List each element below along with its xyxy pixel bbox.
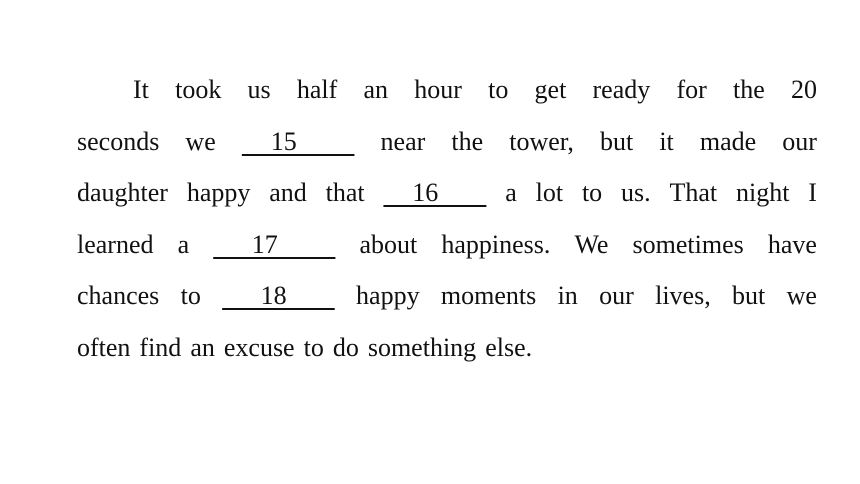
word: near (380, 126, 426, 156)
blank-17: 17 (213, 229, 336, 259)
word: an (190, 332, 215, 362)
passage-line-6 (77, 322, 817, 374)
word: learned (77, 229, 154, 259)
word: and (269, 178, 307, 207)
word: an (363, 75, 389, 104)
word: I (808, 178, 817, 207)
word: lot (535, 178, 564, 207)
word: in (557, 281, 578, 310)
word: happy (186, 178, 251, 207)
passage (77, 64, 817, 373)
word: hour (414, 75, 462, 104)
word: lives, (655, 281, 711, 310)
word: It (133, 75, 149, 104)
word: do (332, 332, 359, 362)
word: for (676, 75, 707, 104)
word: about (359, 229, 418, 259)
word: made (699, 126, 757, 156)
word: us. (621, 178, 651, 207)
word: have (767, 229, 817, 259)
word: happiness. (441, 229, 551, 259)
word: moments (440, 281, 537, 310)
word: find (139, 332, 182, 362)
word: took (175, 75, 222, 104)
word: we (786, 281, 817, 310)
word: often (77, 332, 131, 362)
word: that (325, 178, 365, 207)
word: That (669, 178, 718, 207)
word: to (581, 178, 603, 207)
word: We (574, 229, 609, 259)
word: half (296, 75, 338, 104)
passage-line-4 (77, 219, 817, 271)
word: we (185, 126, 216, 156)
passage-line-5 (77, 270, 817, 322)
passage-line-3 (77, 167, 817, 219)
word: ready (592, 75, 651, 104)
word: our (782, 126, 817, 156)
blank-18: 18 (222, 281, 335, 310)
word: our (599, 281, 634, 310)
word: to (303, 332, 324, 362)
word: tower, (509, 126, 574, 156)
word: it (659, 126, 674, 156)
word: but (732, 281, 766, 310)
word: daughter (77, 178, 168, 207)
blank-16: 16 (383, 178, 487, 207)
passage-line-2 (77, 116, 817, 168)
word: get (534, 75, 567, 104)
word: chances (77, 281, 160, 310)
word: but (600, 126, 634, 156)
word: to (180, 281, 201, 310)
word: excuse (223, 332, 295, 362)
word: else. (485, 332, 533, 362)
word: seconds (77, 126, 160, 156)
word: night (735, 178, 790, 207)
passage-line-1 (77, 64, 817, 116)
word: sometimes (632, 229, 744, 259)
word: us (247, 75, 271, 104)
word: the (733, 75, 765, 104)
word: to (488, 75, 509, 104)
blank-15: 15 (241, 126, 355, 156)
word: the (451, 126, 484, 156)
word: happy (356, 281, 420, 310)
word: 20 (790, 75, 817, 104)
word: a (505, 178, 517, 207)
word: a (177, 229, 190, 259)
word: something (367, 332, 477, 362)
